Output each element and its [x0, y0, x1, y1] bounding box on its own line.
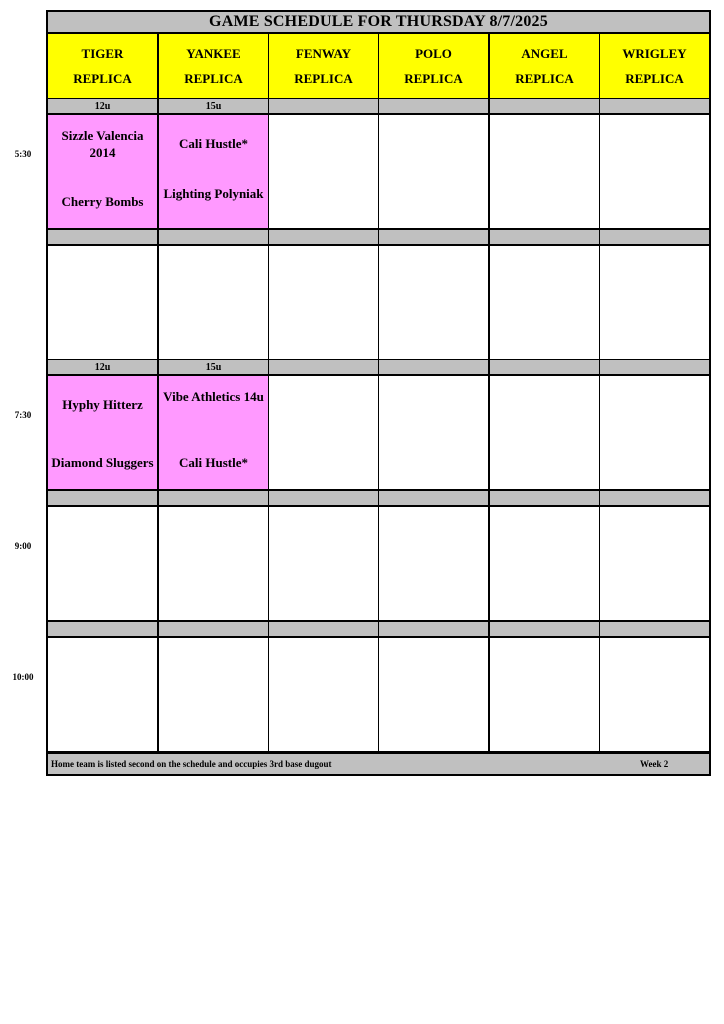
division-bar [48, 491, 157, 505]
home-team: Cali Hustle* [179, 455, 248, 470]
empty-slot [600, 246, 709, 359]
away-team: Sizzle Valencia 2014 [61, 128, 144, 160]
field-name: FENWAY [295, 46, 352, 61]
division-bar [600, 622, 709, 636]
empty-slot [490, 376, 599, 489]
division-bar [269, 230, 378, 244]
field-header-fenway [269, 34, 378, 98]
home-team: Diamond Sluggers [51, 455, 154, 470]
field-header-wrigley [600, 34, 709, 98]
division-bar [379, 491, 488, 505]
empty-slot [269, 246, 378, 359]
division-bar [490, 622, 599, 636]
division-bar [600, 491, 709, 505]
empty-slot [379, 376, 488, 489]
division-bar: 12u [48, 360, 157, 374]
empty-slot [600, 507, 709, 620]
field-header-polo [379, 34, 488, 98]
empty-slot [48, 246, 157, 359]
away-team: Vibe Athletics 14u [163, 389, 264, 404]
schedule-title: GAME SCHEDULE FOR THURSDAY 8/7/2025 [48, 12, 709, 32]
empty-slot [490, 507, 599, 620]
empty-slot [600, 638, 709, 751]
field-name: YANKEE [186, 46, 241, 61]
empty-slot [48, 507, 157, 620]
division-bar [379, 99, 488, 113]
empty-slot [269, 115, 378, 228]
empty-slot [379, 115, 488, 228]
division-bar [379, 622, 488, 636]
away-team: Hyphy Hitterz [62, 397, 143, 412]
empty-slot [269, 638, 378, 751]
empty-slot [600, 376, 709, 489]
game-cell [159, 376, 268, 489]
week-label: Week 2 [640, 759, 669, 769]
division-bar [490, 99, 599, 113]
field-name: POLO [415, 46, 452, 61]
empty-slot [159, 507, 268, 620]
empty-slot [48, 638, 157, 751]
division-bar [490, 360, 599, 374]
division-bar [269, 622, 378, 636]
division-bar [269, 360, 378, 374]
time-label: 7:30 [14, 410, 32, 420]
empty-slot [490, 638, 599, 751]
division-bar [48, 622, 157, 636]
empty-slot [269, 376, 378, 489]
division-bar [159, 491, 268, 505]
division-bar [490, 230, 599, 244]
division-bar: 15u [159, 99, 268, 113]
field-type: REPLICA [404, 71, 463, 86]
division-bar [269, 491, 378, 505]
division-bar [159, 622, 268, 636]
division-bar [159, 230, 268, 244]
empty-slot [379, 507, 488, 620]
away-team: Cali Hustle* [179, 136, 248, 151]
division-bar [379, 230, 488, 244]
empty-slot [269, 507, 378, 620]
division-bar [600, 230, 709, 244]
field-name: WRIGLEY [622, 46, 687, 61]
division-bar: 12u [48, 99, 157, 113]
game-cell [159, 115, 268, 228]
time-label: 9:00 [14, 541, 32, 551]
empty-slot [379, 638, 488, 751]
empty-slot [490, 246, 599, 359]
empty-slot [379, 246, 488, 359]
home-team: Cherry Bombs [61, 194, 144, 209]
division-bar [600, 360, 709, 374]
division-bar [490, 491, 599, 505]
field-type: REPLICA [184, 71, 243, 86]
footer-bar [48, 754, 709, 774]
division-bar: 15u [159, 360, 268, 374]
time-label: 5:30 [14, 149, 32, 159]
empty-slot [600, 115, 709, 228]
field-type: REPLICA [294, 71, 353, 86]
home-team: Lighting Polyniak [163, 186, 264, 201]
field-type: REPLICA [73, 71, 132, 86]
field-header-angel [490, 34, 599, 98]
footer-note: Home team is listed second on the schedule and occupies 3rd base dugout [51, 759, 332, 769]
field-header-yankee [159, 34, 268, 98]
division-bar [600, 99, 709, 113]
division-bar [48, 230, 157, 244]
field-type: REPLICA [515, 71, 574, 86]
schedule-table [46, 10, 711, 776]
field-name: ANGEL [521, 46, 568, 61]
division-bar [379, 360, 488, 374]
field-name: TIGER [81, 46, 124, 61]
empty-slot [159, 246, 268, 359]
field-header-tiger [48, 34, 157, 98]
game-cell [48, 376, 157, 489]
time-label: 10:00 [12, 672, 34, 682]
empty-slot [490, 115, 599, 228]
empty-slot [159, 638, 268, 751]
division-bar [269, 99, 378, 113]
field-type: REPLICA [625, 71, 684, 86]
game-cell [48, 115, 157, 228]
